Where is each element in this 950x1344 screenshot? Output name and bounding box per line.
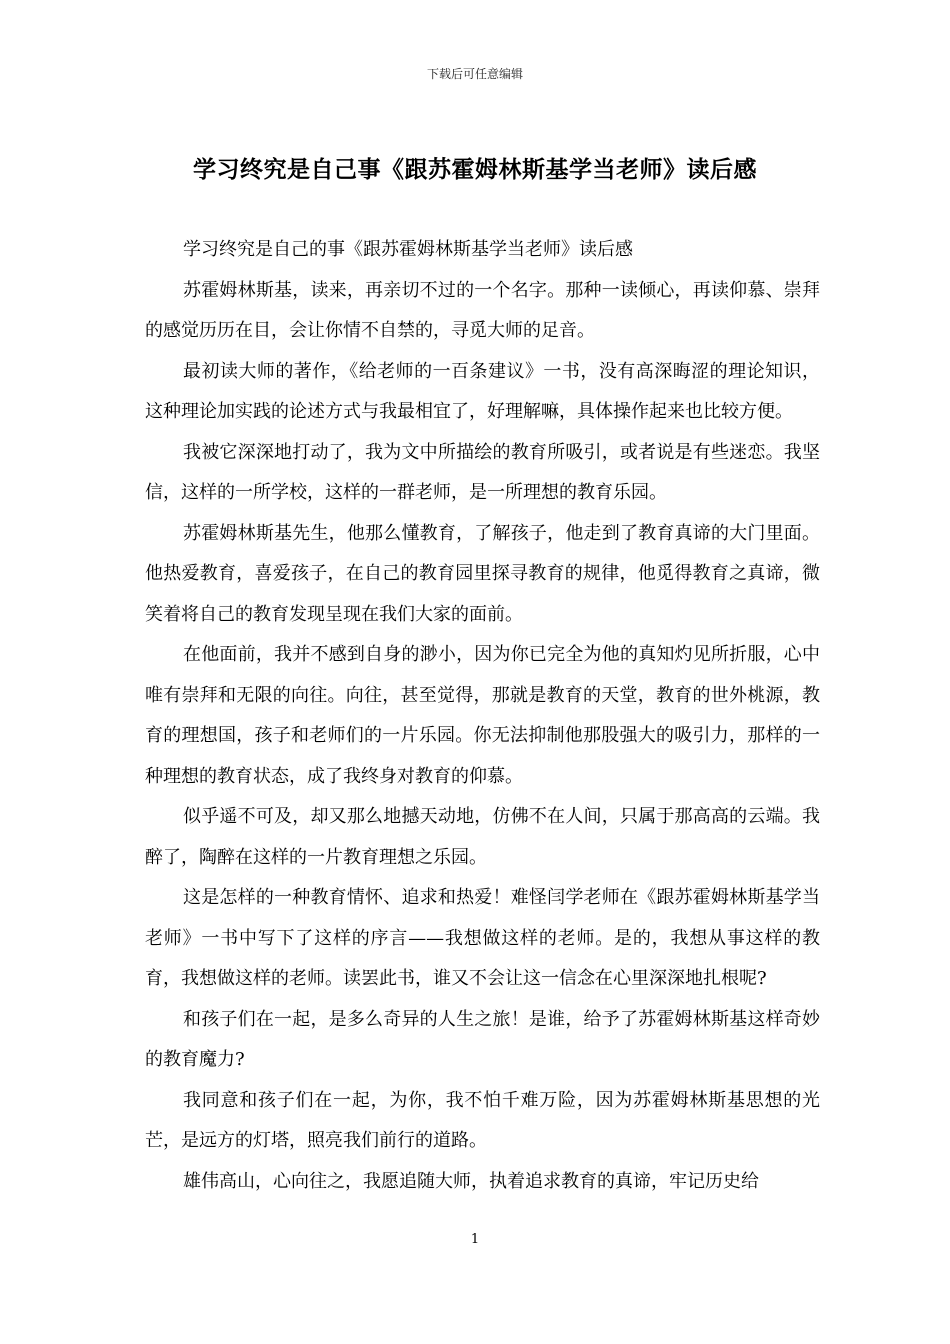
document-body: [145, 230, 820, 1202]
paragraph: 这是怎样的一种教育情怀、追求和热爱！难怪闫学老师在《跟苏霍姆林斯基学当老师》一书中写下了这样的序言——我想做这样的老师。是的，我想从事这样的教育，我想做这样的老师。读罢此书，谁又不会让这一信念在心里深深地扎根呢?: [145, 887, 820, 989]
document-title: 学习终究是自己事《跟苏霍姆林斯基学当老师》读后感: [193, 156, 757, 183]
page-number: 1: [470, 1232, 480, 1247]
paragraph: 我被它深深地打动了，我为文中所描绘的教育所吸引，或者说是有些迷恋。我坚信，这样的一所学校，这样的一群老师，是一所理想的教育乐园。: [145, 441, 820, 503]
paragraph: 雄伟高山，心向往之，我愿追随大师，执着追求教育的真谛，牢记历史给: [183, 1170, 759, 1192]
paragraph: 在他面前，我并不感到自身的渺小，因为你已完全为他的真知灼见所折服，心中唯有崇拜和无限的向往。向往，甚至觉得，那就是教育的天堂，教育的世外桃源，教育的理想国，孩子和老师们的一片乐园。你无法抑制他那股强大的吸引力，那样的一种理想的教育状态，成了我终身对教育的仰慕。: [145, 644, 820, 787]
paragraph: 苏霍姆林斯基先生，他那么懂教育，了解孩子，他走到了教育真谛的大门里面。他热爱教育，喜爱孩子，在自己的教育园里探寻教育的规律，他觅得教育之真谛，微笑着将自己的教育发现呈现在我们大家的面前。: [145, 522, 820, 625]
paragraph: 似乎遥不可及，却又那么地撼天动地，仿佛不在人间，只属于那高高的云端。我醉了，陶醉在这样的一片教育理想之乐园。: [145, 806, 820, 868]
paragraph: 和孩子们在一起，是多么奇异的人生之旅！是谁，给予了苏霍姆林斯基这样奇妙的教育魔力?: [145, 1008, 820, 1070]
paragraph: 我同意和孩子们在一起，为你，我不怕千难万险，因为苏霍姆林斯基思想的光芒，是远方的灯塔，照亮我们前行的道路。: [145, 1089, 820, 1151]
header-note: 下载后可任意编辑: [426, 67, 523, 81]
paragraph: 最初读大师的著作，《给老师的一百条建议》一书，没有高深晦涩的理论知识，这种理论加实践的论述方式与我最相宜了，好理解嘛，具体操作起来也比较方便。: [145, 360, 820, 422]
paragraph-subtitle: 学习终究是自己的事《跟苏霍姆林斯基学当老师》读后感: [183, 239, 633, 260]
paragraph: 苏霍姆林斯基，读来，再亲切不过的一个名字。那种一读倾心，再读仰慕、崇拜的感觉历历在目，会让你情不自禁的，寻觅大师的足音。: [145, 279, 820, 341]
